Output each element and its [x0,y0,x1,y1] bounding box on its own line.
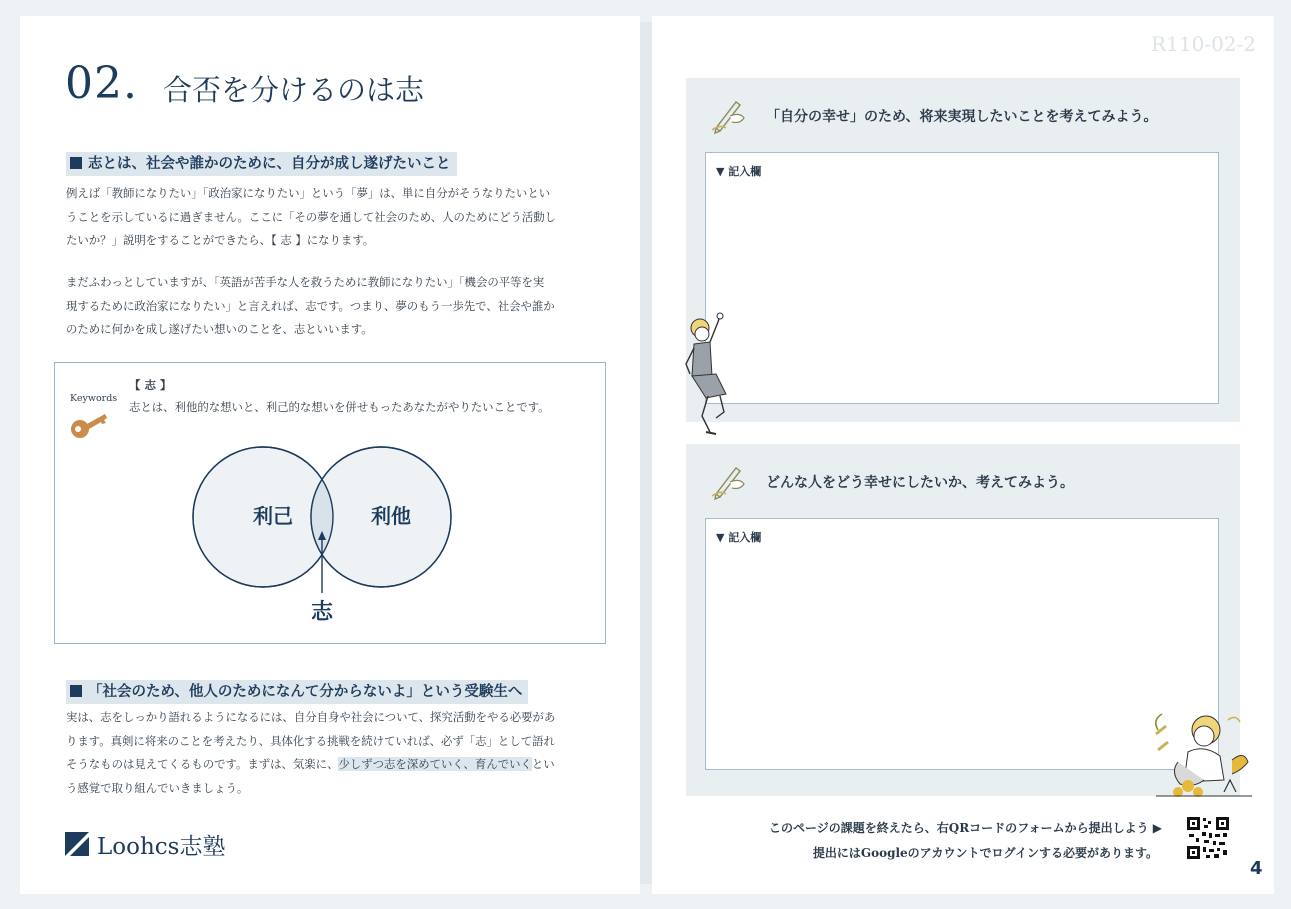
keyword-description: 志とは、利他的な想いと、利己的な想いを併せもったあなたがやりたいことです。 [129,400,550,414]
qr-code-icon[interactable] [1186,816,1230,860]
submission-instruction: このページの課題を終えたら、右QRコードのフォームから提出しよう ▶ [769,821,1162,835]
section-heading-for-examinees [66,680,528,704]
key-icon [69,407,111,441]
chapter-number: 02. [65,58,138,109]
pencil-writing-icon [708,460,748,500]
section-heading-text: 志とは、社会や誰かのために、自分が成し遂げたいこと [88,156,451,172]
answer-field[interactable] [705,518,1219,770]
answer-field[interactable] [705,152,1219,404]
paragraph-line: うことを示しているに過ぎません。ここに「その夢を通して社会のため、人のためにどう活動し [66,209,557,224]
prompt-panel-own-happiness [686,78,1240,422]
venn-label-bottom: 志 [310,600,334,625]
paragraph-exploration [66,706,598,800]
text-run: そうなものは見えてくるものです。まずは、気楽に、 [66,757,339,771]
paragraph-line: う感覚で取り組んでいきましょう。 [66,780,249,795]
keyword-box [54,362,606,644]
google-account-note: 提出にはGoogleのアカウントでログインする必要があります。 [812,846,1158,860]
highlighted-phrase: 少しずつ志を深めていく、育んでいく [338,757,532,771]
paragraph-line: まだふわっとしていますが、「英語が苦手な人を救うために教師になりたい」「機会の平等を実 [66,275,545,289]
square-bullet-icon [70,157,82,169]
prompt-text: 「自分の幸せ」のため、将来実現したいことを考えてみよう。 [766,109,1158,125]
sitting-person-illustration [1144,700,1256,800]
venn-diagram [185,427,475,627]
paragraph-line: ります。真剣に将来のことを考えたり、具体化する挑戦を続けていれば、必ず「志」として語れ [66,733,555,748]
paragraph-line: たいか？」説明をすることができたら、【 志 】になります。 [66,233,375,247]
venn-label-right: 利他 [371,504,411,528]
cheering-person-illustration [680,312,744,436]
paragraph-line: 例えば「教師になりたい」「政治家になりたい」という「夢」は、単に自分がそうなりたいとい [66,186,551,200]
answer-label: ▼ 記入欄 [716,165,762,178]
chapter-title: 合否を分けるのは志 [163,73,425,107]
paragraph-examples [66,271,598,342]
prompt-text: どんな人をどう幸せにしたいか、考えてみよう。 [766,475,1074,491]
section-heading-kokorozashi [66,152,457,176]
brand-mark-icon [65,832,89,856]
paragraph-line: 実は、志をしっかり語れるようになるには、自分自身や社会について、探究活動をやる必要があ [66,710,556,724]
text-run: とい [531,757,555,771]
page-spine [640,22,652,884]
keywords-label: Keywords [70,393,118,404]
pencil-writing-icon [708,94,748,134]
square-bullet-icon [70,685,82,697]
keyword-term: 【 志 】 [129,378,172,392]
paragraph-dream-vs-kokorozashi [66,182,598,253]
page-number: 4 [1250,858,1263,879]
answer-label: ▼ 記入欄 [716,531,762,544]
right-page [652,16,1274,894]
paragraph-line: 現するために政治家になりたい」と言えれば、志です。つまり、夢のもう一歩先で、社会や誰か [66,298,555,313]
worksheet-code: R110-02-2 [1151,32,1256,56]
venn-label-left: 利己 [253,504,293,528]
left-page [20,16,640,894]
paragraph-line: のために何かを成し遂げたい想いのことを、志といいます。 [66,322,373,336]
paragraph-line [66,753,598,777]
section-heading-text: 「社会のため、他人のためになんて分からないよ」という受験生へ [88,684,523,700]
brand-name: Loohcs志塾 [97,834,226,860]
